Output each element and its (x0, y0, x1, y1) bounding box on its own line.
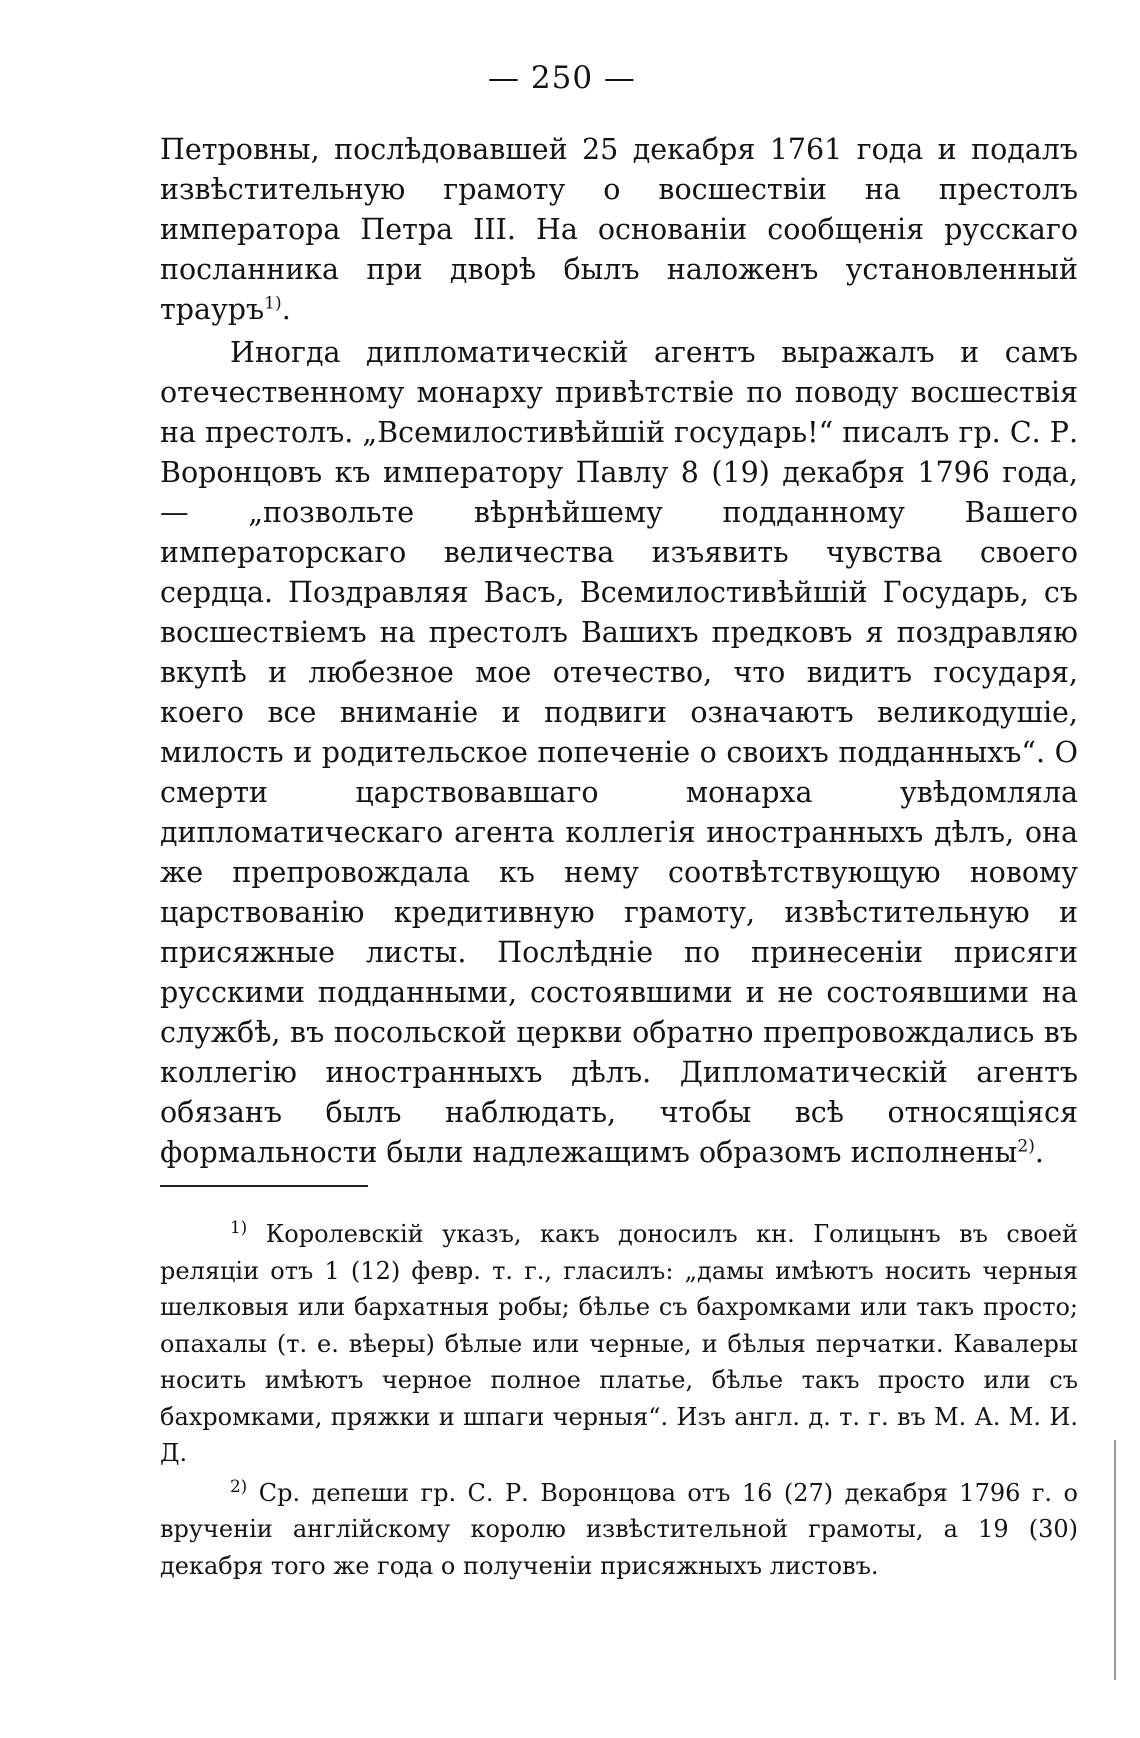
footnote (160, 1475, 1078, 1585)
footnote-mark: 2) (230, 1475, 248, 1496)
scan-edge-line (1114, 1440, 1116, 1680)
paragraph-text: Петровны, послѣдовавшей 25 декабря 1761 года и подалъ извѣстительную грамоту о восшествіи на престолъ императора Петра III. На основаніи сообщенія русскаго посланника при дворѣ былъ наложенъ установленный трауръ (160, 133, 1078, 326)
footnotes (160, 1216, 1078, 1587)
paragraph (160, 130, 1078, 330)
paragraph (160, 333, 1078, 1173)
main-text (160, 130, 1078, 1173)
footnote-divider (160, 1185, 368, 1187)
footnote (160, 1216, 1078, 1472)
footnote-reference: 2) (1017, 1136, 1035, 1157)
footnote-reference: 1) (264, 293, 282, 314)
footnote-text: Ср. депеши гр. С. Р. Воронцова отъ 16 (27) декабря 1796 г. о врученіи англійскому королю извѣстительной грамоты, а 19 (30) декабря того же года о полученіи присяжныхъ листовъ. (160, 1478, 1078, 1580)
paragraph-end: . (1034, 1136, 1044, 1169)
footnote-text: Королевскій указъ, какъ доносилъ кн. Голицынъ въ своей реляціи отъ 1 (12) февр. т. г., гласилъ: „дамы имѣютъ носить черныя шелковыя или бархатныя робы; бѣлье съ бахромками или такъ просто; опахалы (т. е. вѣеры) бѣлые или черные, и бѣлыя перчатки. Кавалеры носить имѣютъ черное полное платье, бѣлье такъ просто или съ бахромками, пряжки и шпаги черныя“. Изъ англ. д. т. г. въ М. А. М. И. Д. (160, 1220, 1078, 1467)
paragraph-text: Иногда дипломатическій агентъ выражалъ и самъ отечественному монарху привѣтствіе по поводу восшествія на престолъ. „Всемилостивѣйшій государь!“ писалъ гр. С. Р. Воронцовъ къ императору Павлу 8 (19) декабря 1796 года, — „позвольте вѣрнѣйшему подданному Вашего императорскаго величества изъявить чувства своего сердца. Поздравляя Васъ, Всемилостивѣйшій Государь, съ восшествіемъ на престолъ Вашихъ предковъ я поздравляю вкупѣ и любезное мое отечество, что видитъ государя, коего все вниманіе и подвиги означаютъ великодушіе, милость и родительское попеченіе о своихъ подданныхъ“. О смерти царствовавшаго монарха увѣдомляла дипломатическаго агента коллегія иностранныхъ дѣлъ, она же препровождала къ нему соотвѣтствующую новому царствованію кредитивную грамоту, извѣстительную и присяжные листы. Послѣдніе по принесеніи присяги русскими подданными, состоявшими и не состоявшими на службѣ, въ посольской церкви обратно препровождались въ коллегію иностранныхъ дѣлъ. Дипломатическій агентъ обязанъ былъ наблюдать, чтобы всѣ относящіяся формальности были надлежащимъ образомъ исполнены (160, 336, 1078, 1169)
footnote-mark: 1) (230, 1217, 248, 1237)
page-number: — 250 — (488, 60, 636, 96)
paragraph-end: . (281, 293, 291, 326)
